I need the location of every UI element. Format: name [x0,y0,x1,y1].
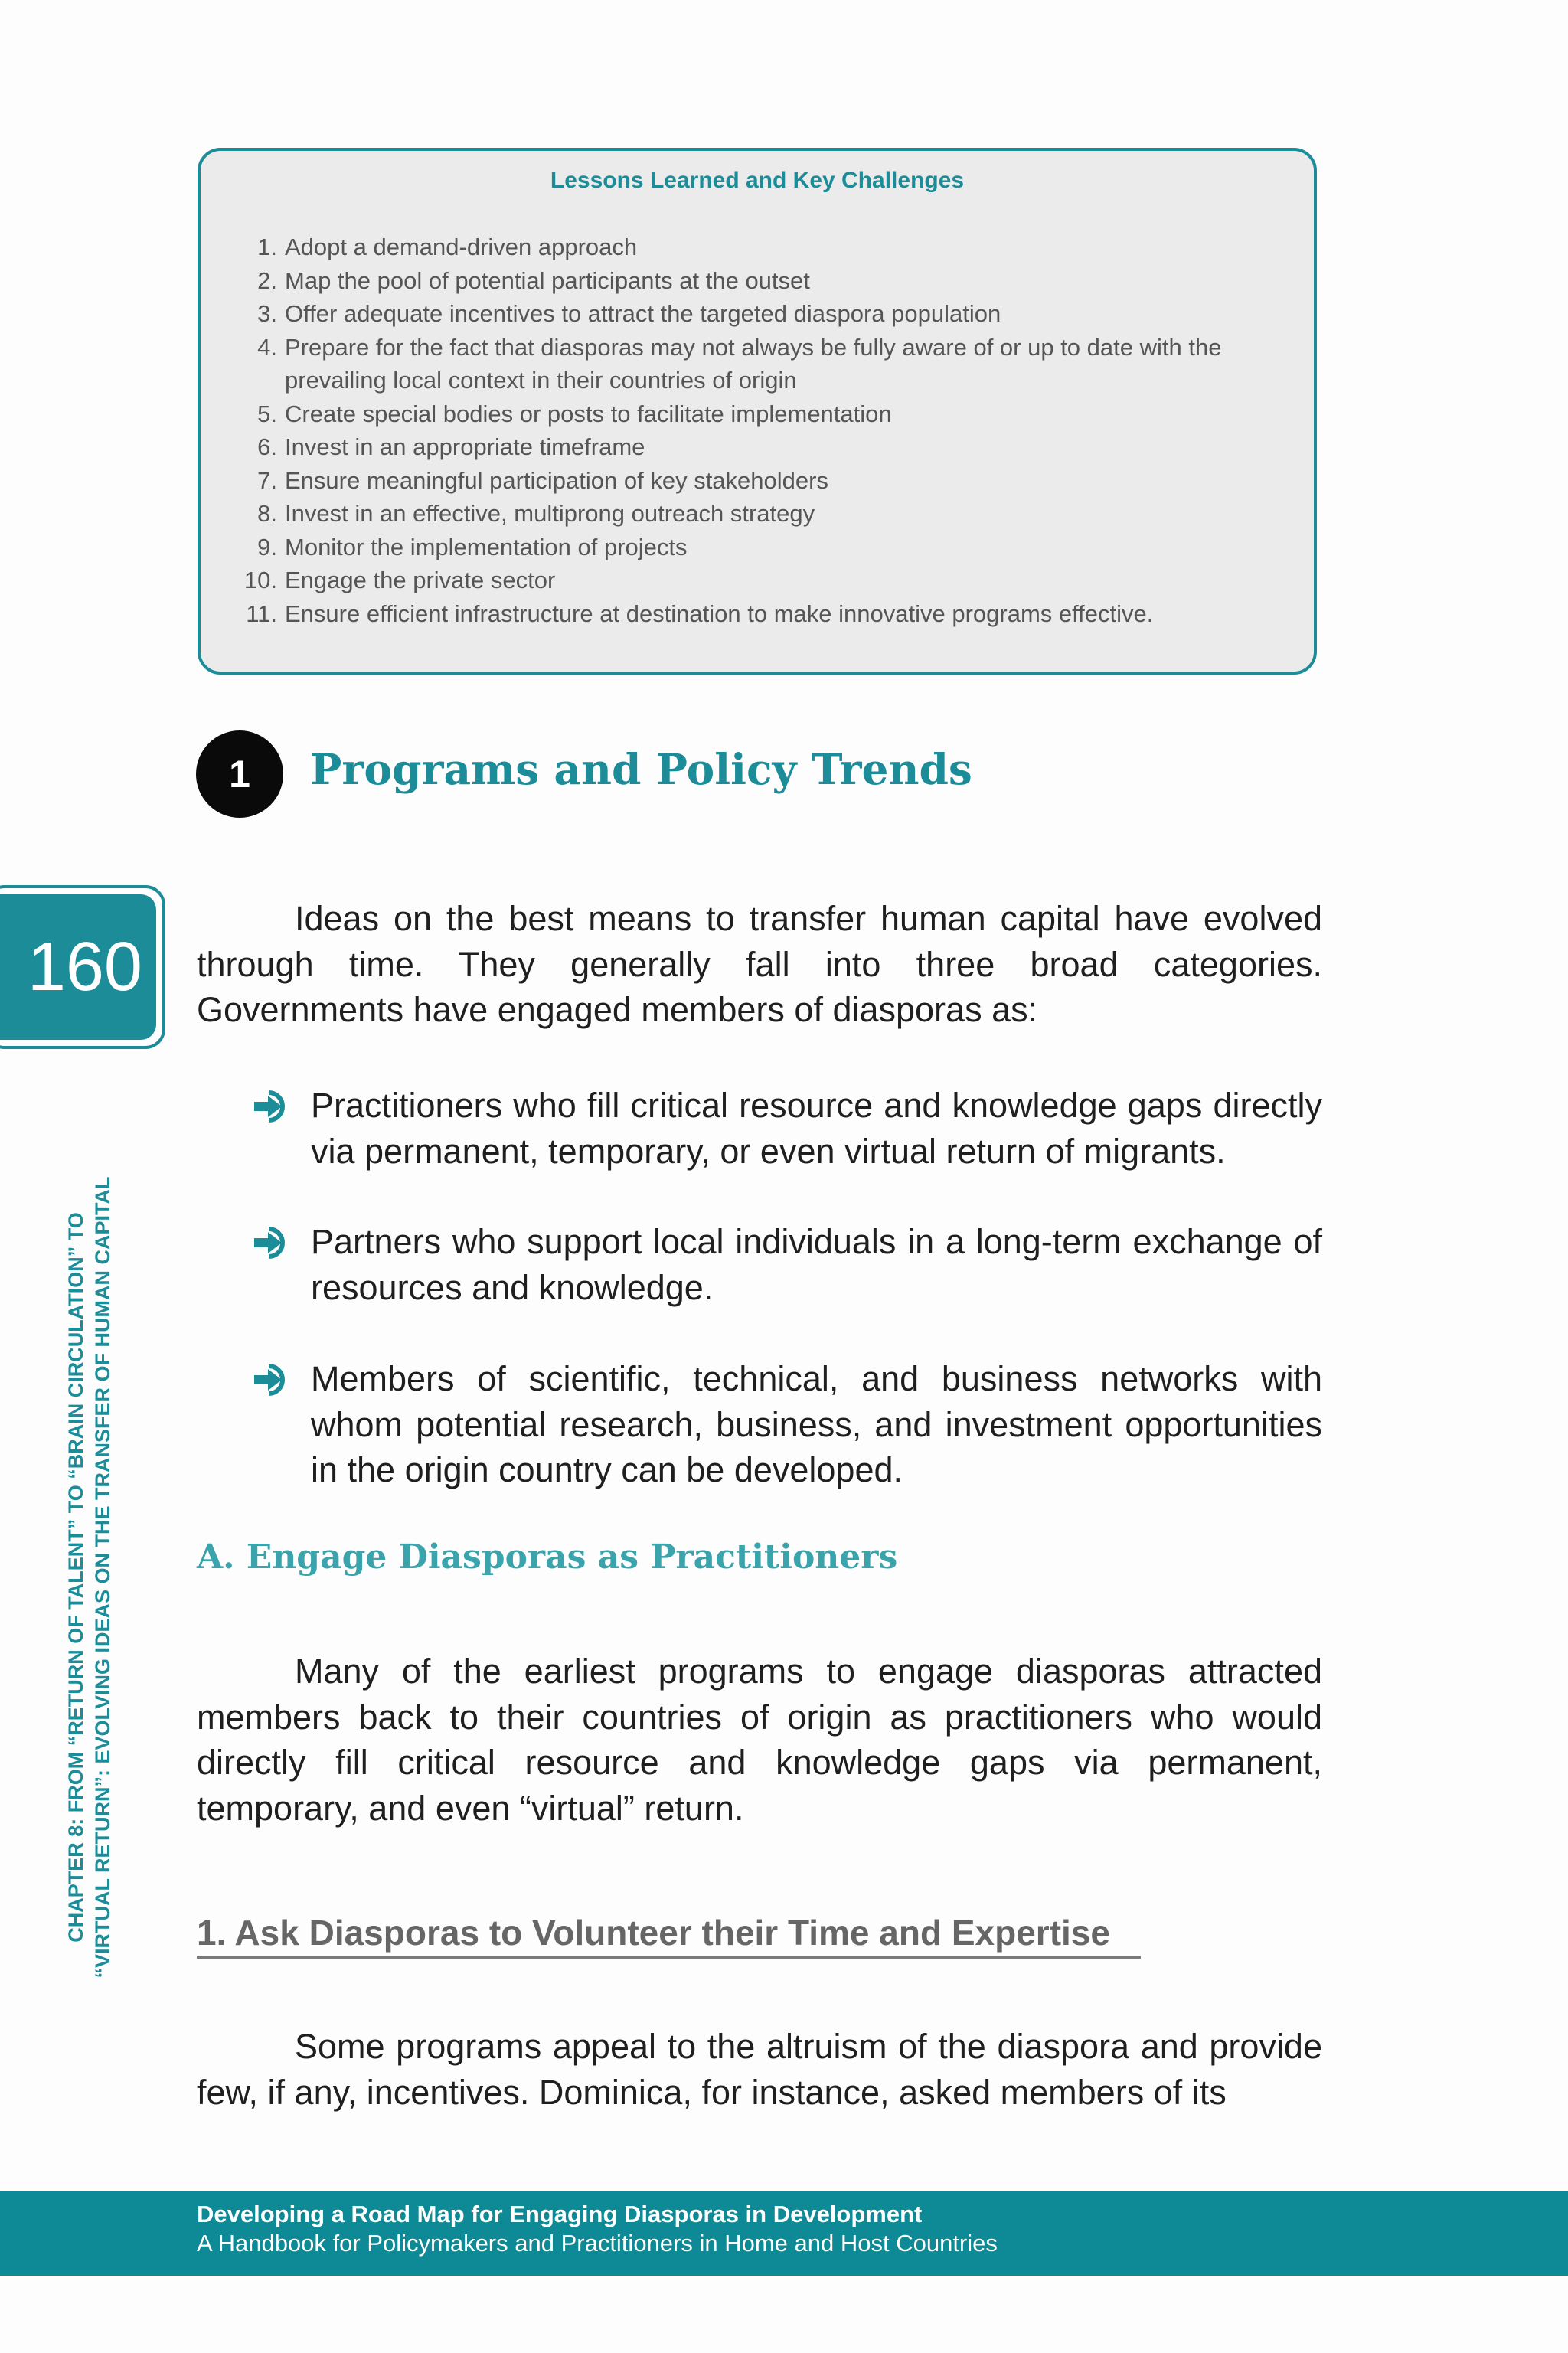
list-number: 8. [257,500,277,527]
arrow-circle-icon [253,1225,288,1260]
subsection-heading-a: A. Engage Diasporas as Practitioners [197,1538,898,1577]
list-item [248,464,1266,498]
bullet-text: Practitioners who fill critical resource and knowledge gaps directly via permanent, temporary, or even virtual return of migrants. [311,1086,1322,1171]
footer-title: Developing a Road Map for Engaging Diasporas in Development [197,2201,923,2227]
list-number: 10. [243,567,277,593]
list-text: Create special bodies or posts to facilitate implementation [285,400,892,427]
section-title: Programs and Policy Trends [310,744,972,794]
lessons-list [243,230,1266,630]
list-number: 2. [257,266,277,294]
footer-subtitle: A Handbook for Policymakers and Practitioners in Home and Host Countries [197,2230,998,2257]
list-number: 6. [257,433,277,460]
section-number-badge: 1 [196,730,283,818]
subsection-heading-1: 1. Ask Diasporas to Volunteer their Time and Expertise [197,1913,1110,1953]
list-text: Prepare for the fact that diasporas may not always be fully aware of or up to date with the prevailing local context in their countries of origin [285,333,1222,394]
list-number: 9. [257,533,277,560]
list-text: Map the pool of potential participants at the outset [285,266,810,294]
list-number: 1. [257,234,277,260]
paragraph-a: Many of the earliest programs to engage diasporas attracted members back to their countries of origin as practitioners who would directly fill critical resource and knowledge gaps via permanent, temporary, and even “virtual” return. [197,1652,1322,1828]
list-item [248,331,1266,397]
list-number: 5. [257,400,277,427]
bullet-text: Partners who support local individuals in a long-term exchange of resources and knowledge. [311,1222,1322,1307]
list-item [248,497,1266,531]
chapter-side-caption [63,1118,116,2037]
list-item [248,264,1266,298]
list-text: Engage the private sector [285,567,556,593]
heading-underline [197,1956,1141,1959]
list-item [243,564,1266,597]
list-text: Ensure efficient infrastructure at destination to make innovative programs effective. [285,600,1154,627]
bullet-item [253,1083,1322,1174]
bullet-item [253,1356,1322,1493]
list-item [248,430,1266,464]
chapter-caption-line-2: “VIRTUAL RETURN”: EVOLVING IDEAS ON THE TRANSFER OF HUMAN CAPITAL [91,1176,114,1979]
bullet-item [253,1219,1322,1310]
list-text: Invest in an effective, multiprong outreach strategy [285,500,815,527]
footer-bar [0,2191,1568,2276]
arrow-circle-icon [253,1362,288,1397]
lessons-box [198,148,1317,675]
chapter-caption-line-1: CHAPTER 8: FROM “RETURN OF TALENT” TO “BRAIN CIRCULATION” TO [64,1212,87,1943]
list-text: Monitor the implementation of projects [285,533,688,560]
list-number: 7. [257,466,277,494]
list-item [248,297,1266,331]
list-text: Ensure meaningful participation of key stakeholders [285,466,828,494]
list-number: 11. [246,600,277,627]
arrow-circle-icon [253,1089,288,1124]
list-item [248,597,1266,631]
list-item [248,397,1266,431]
page-number: 160 [0,894,156,1040]
paragraph-1: Some programs appeal to the altruism of the diaspora and provide few, if any, incentives. Dominica, for instance, asked members of its [197,2027,1322,2112]
list-text: Offer adequate incentives to attract the targeted diaspora population [285,300,1001,327]
list-item [248,230,1266,264]
list-item [248,531,1266,564]
list-number: 4. [257,333,277,361]
lessons-box-title: Lessons Learned and Key Challenges [550,168,965,193]
intro-paragraph: Ideas on the best means to transfer human capital have evolved through time. They generally fall into three broad categories. Governments have engaged members of diasporas as: [197,899,1322,1029]
list-text: Invest in an appropriate timeframe [285,433,645,460]
list-text: Adopt a demand-driven approach [285,234,638,260]
list-number: 3. [257,300,277,327]
bullet-text: Members of scientific, technical, and business networks with whom potential research, business, and investment opportunities in the origin country can be developed. [311,1359,1322,1489]
